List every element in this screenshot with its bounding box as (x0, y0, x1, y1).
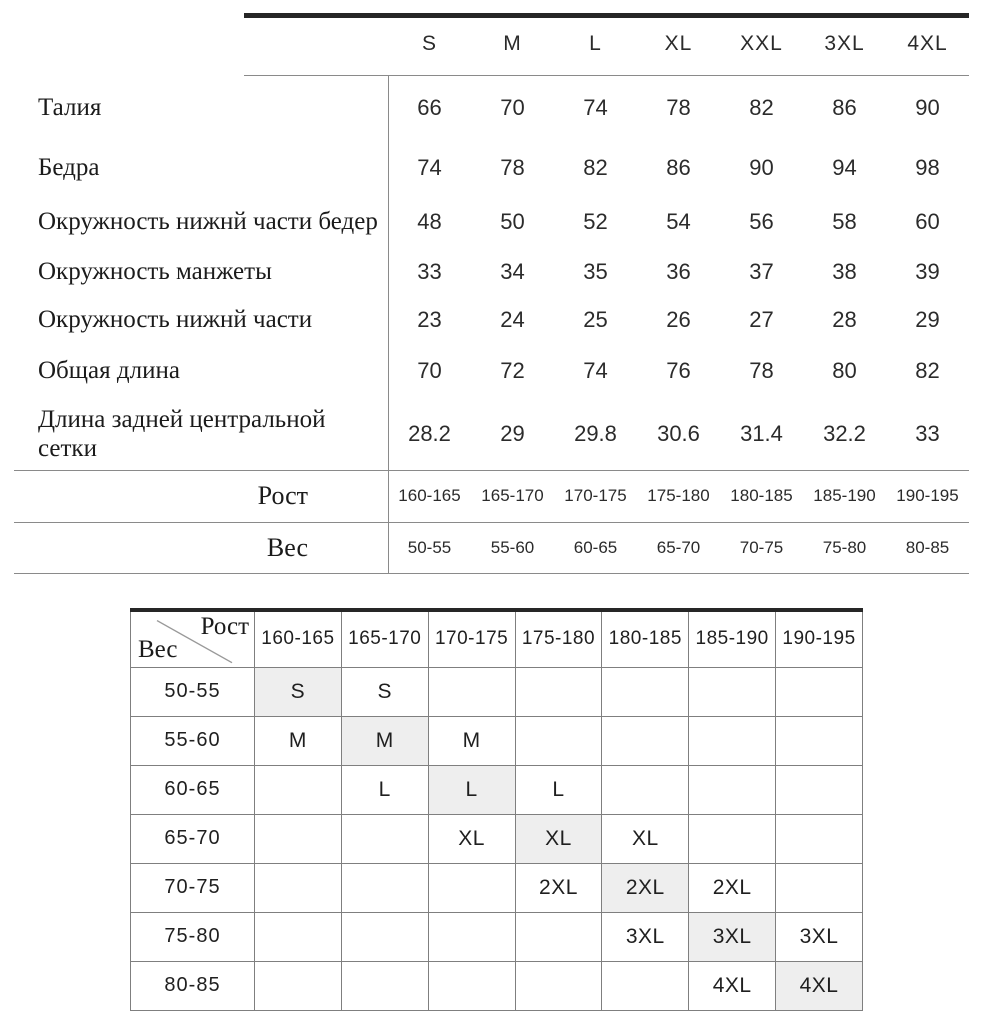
matrix-cell (689, 716, 776, 765)
matrix-cell (341, 961, 428, 1010)
measurement-value: 33 (915, 421, 940, 446)
measurement-value: 31.4 (740, 421, 783, 446)
matrix-column-header: 175-180 (515, 610, 602, 667)
corner-height-label: Рост (200, 613, 249, 640)
measurement-table (14, 13, 969, 574)
measurement-row-label: Длина задней центральной сетки (38, 405, 326, 462)
matrix-row (131, 961, 863, 1010)
matrix-cell (515, 912, 602, 961)
matrix-cell (341, 814, 428, 863)
size-header: XL (664, 32, 693, 55)
matrix-cell (689, 765, 776, 814)
weight-row-label: Вес (266, 532, 308, 562)
matrix-cell (776, 716, 863, 765)
weight-range-value: 50-55 (407, 538, 452, 557)
measurement-row-label: Окружность нижнй части бедер (38, 208, 378, 236)
measurement-row-label: Бедра (38, 154, 100, 182)
measurement-value: 48 (417, 209, 442, 234)
measurement-value: 33 (417, 259, 442, 284)
matrix-cell: M (255, 716, 342, 765)
measurement-value: 90 (749, 155, 774, 180)
matrix-row-label: 75-80 (131, 912, 255, 961)
measurement-value: 72 (500, 358, 525, 383)
measurement-corner-spacer (14, 13, 388, 75)
size-matrix-corner-cell (131, 610, 255, 667)
matrix-cell (689, 667, 776, 716)
matrix-cell-highlighted: 3XL (689, 912, 776, 961)
measurement-value: 36 (666, 259, 691, 284)
measurement-value: 78 (749, 358, 774, 383)
measurement-value: 37 (749, 259, 774, 284)
measurement-value: 32.2 (823, 421, 866, 446)
size-matrix-header-row (131, 610, 863, 667)
measurement-value: 34 (500, 259, 525, 284)
matrix-row-label: 70-75 (131, 863, 255, 912)
matrix-cell: L (515, 765, 602, 814)
height-row-label: Рост (257, 480, 308, 510)
matrix-cell-highlighted: L (428, 765, 515, 814)
measurement-value: 54 (666, 209, 691, 234)
measurement-value: 29.8 (574, 421, 617, 446)
measurement-row-label: Окружность манжеты (38, 258, 272, 286)
size-header: S (421, 32, 437, 55)
matrix-cell (428, 667, 515, 716)
matrix-cell (602, 716, 689, 765)
measurement-value: 35 (583, 259, 608, 284)
measurement-value: 76 (666, 358, 691, 383)
matrix-cell (515, 716, 602, 765)
matrix-row-label: 60-65 (131, 765, 255, 814)
measurement-rule-above-weight (14, 522, 969, 523)
matrix-cell: M (428, 716, 515, 765)
measurement-value: 28.2 (408, 421, 451, 446)
height-range-value: 165-170 (481, 486, 544, 505)
measurement-value: 70 (417, 358, 442, 383)
measurement-value: 27 (749, 306, 774, 332)
matrix-row (131, 863, 863, 912)
matrix-cell (428, 961, 515, 1010)
measurement-value: 24 (500, 306, 525, 332)
measurement-value: 86 (832, 95, 857, 120)
matrix-cell: XL (602, 814, 689, 863)
matrix-column-header: 185-190 (689, 610, 776, 667)
height-range-value: 160-165 (398, 486, 461, 505)
matrix-cell-highlighted: XL (515, 814, 602, 863)
matrix-cell-highlighted: 4XL (776, 961, 863, 1010)
corner-weight-label: Вес (138, 635, 178, 663)
matrix-cell (602, 961, 689, 1010)
measurement-vertical-rule (388, 75, 389, 574)
matrix-row (131, 716, 863, 765)
weight-range-value: 80-85 (905, 538, 950, 557)
matrix-cell: S (341, 667, 428, 716)
weight-range-value: 55-60 (490, 538, 535, 557)
matrix-row (131, 667, 863, 716)
size-header: XXL (740, 32, 783, 55)
matrix-cell (255, 765, 342, 814)
measurement-value: 60 (915, 209, 940, 234)
matrix-cell (255, 863, 342, 912)
matrix-cell-highlighted: S (255, 667, 342, 716)
measurement-value: 94 (832, 155, 857, 180)
height-range-value: 175-180 (647, 486, 710, 505)
matrix-cell: 3XL (602, 912, 689, 961)
weight-range-value: 60-65 (573, 538, 618, 557)
matrix-cell (341, 912, 428, 961)
measurement-value: 26 (666, 306, 691, 332)
matrix-cell (255, 814, 342, 863)
matrix-row (131, 912, 863, 961)
matrix-row-label: 50-55 (131, 667, 255, 716)
matrix-cell-highlighted: M (341, 716, 428, 765)
measurement-value: 56 (749, 209, 774, 234)
measurement-value: 29 (915, 306, 940, 332)
measurement-value: 23 (417, 306, 442, 332)
weight-range-value: 65-70 (656, 538, 701, 557)
measurement-value: 38 (832, 259, 857, 284)
matrix-cell: L (341, 765, 428, 814)
size-matrix-body (131, 667, 863, 1010)
measurement-bottom-rule (14, 573, 969, 574)
measurement-value: 30.6 (657, 421, 700, 446)
size-header: 3XL (824, 32, 865, 55)
height-range-value: 180-185 (730, 486, 793, 505)
matrix-cell: 3XL (776, 912, 863, 961)
size-matrix-table (130, 608, 863, 1011)
matrix-column-header: 160-165 (255, 610, 342, 667)
measurement-value: 98 (915, 155, 940, 180)
matrix-cell: XL (428, 814, 515, 863)
matrix-cell (776, 667, 863, 716)
height-range-value: 170-175 (564, 486, 627, 505)
matrix-cell (776, 814, 863, 863)
measurement-row-label: Окружность нижнй части (38, 305, 313, 333)
measurement-value: 25 (583, 306, 608, 332)
measurement-row-label: Общая длина (38, 357, 180, 385)
height-range-value: 185-190 (813, 486, 876, 505)
matrix-row-label: 65-70 (131, 814, 255, 863)
measurement-value: 39 (915, 259, 940, 284)
matrix-column-header: 180-185 (602, 610, 689, 667)
measurement-table-top-rule (244, 13, 969, 18)
matrix-cell (602, 667, 689, 716)
measurement-value: 78 (500, 155, 525, 180)
matrix-cell (776, 863, 863, 912)
measurement-value: 82 (583, 155, 608, 180)
measurement-value: 90 (915, 95, 940, 120)
matrix-column-header: 170-175 (428, 610, 515, 667)
measurement-header-rule (244, 75, 969, 76)
matrix-cell (255, 912, 342, 961)
matrix-cell (428, 912, 515, 961)
measurement-value: 82 (749, 95, 774, 120)
matrix-cell (515, 961, 602, 1010)
matrix-row-label: 55-60 (131, 716, 255, 765)
matrix-row-label: 80-85 (131, 961, 255, 1010)
matrix-cell (428, 863, 515, 912)
measurement-value: 74 (583, 358, 608, 383)
matrix-cell: 4XL (689, 961, 776, 1010)
matrix-cell (515, 667, 602, 716)
measurement-value: 82 (915, 358, 940, 383)
measurement-value: 28 (832, 306, 857, 332)
matrix-cell (776, 765, 863, 814)
measurement-value: 74 (583, 95, 608, 120)
matrix-cell (341, 863, 428, 912)
size-header: 4XL (907, 32, 948, 55)
weight-range-value: 70-75 (739, 538, 784, 557)
matrix-column-header: 190-195 (776, 610, 863, 667)
matrix-cell-highlighted: 2XL (602, 863, 689, 912)
matrix-cell: 2XL (515, 863, 602, 912)
measurement-value: 58 (832, 209, 857, 234)
measurement-value: 78 (666, 95, 691, 120)
size-header: L (589, 32, 602, 55)
matrix-cell (689, 814, 776, 863)
matrix-row (131, 814, 863, 863)
measurement-value: 70 (500, 95, 525, 120)
measurement-value: 52 (583, 209, 608, 234)
height-range-value: 190-195 (896, 486, 959, 505)
measurement-value: 50 (500, 209, 525, 234)
weight-range-value: 75-80 (822, 538, 867, 557)
size-header: M (503, 32, 522, 55)
measurement-value: 66 (417, 95, 442, 120)
matrix-cell: 2XL (689, 863, 776, 912)
measurement-value: 74 (417, 155, 442, 180)
measurement-row-label: Талия (38, 94, 102, 122)
measurement-value: 29 (500, 421, 525, 446)
matrix-column-header: 165-170 (341, 610, 428, 667)
measurement-value: 86 (666, 155, 691, 180)
measurement-rule-above-height (14, 470, 969, 471)
matrix-cell (602, 765, 689, 814)
matrix-row (131, 765, 863, 814)
measurement-value: 80 (832, 358, 857, 383)
matrix-cell (255, 961, 342, 1010)
